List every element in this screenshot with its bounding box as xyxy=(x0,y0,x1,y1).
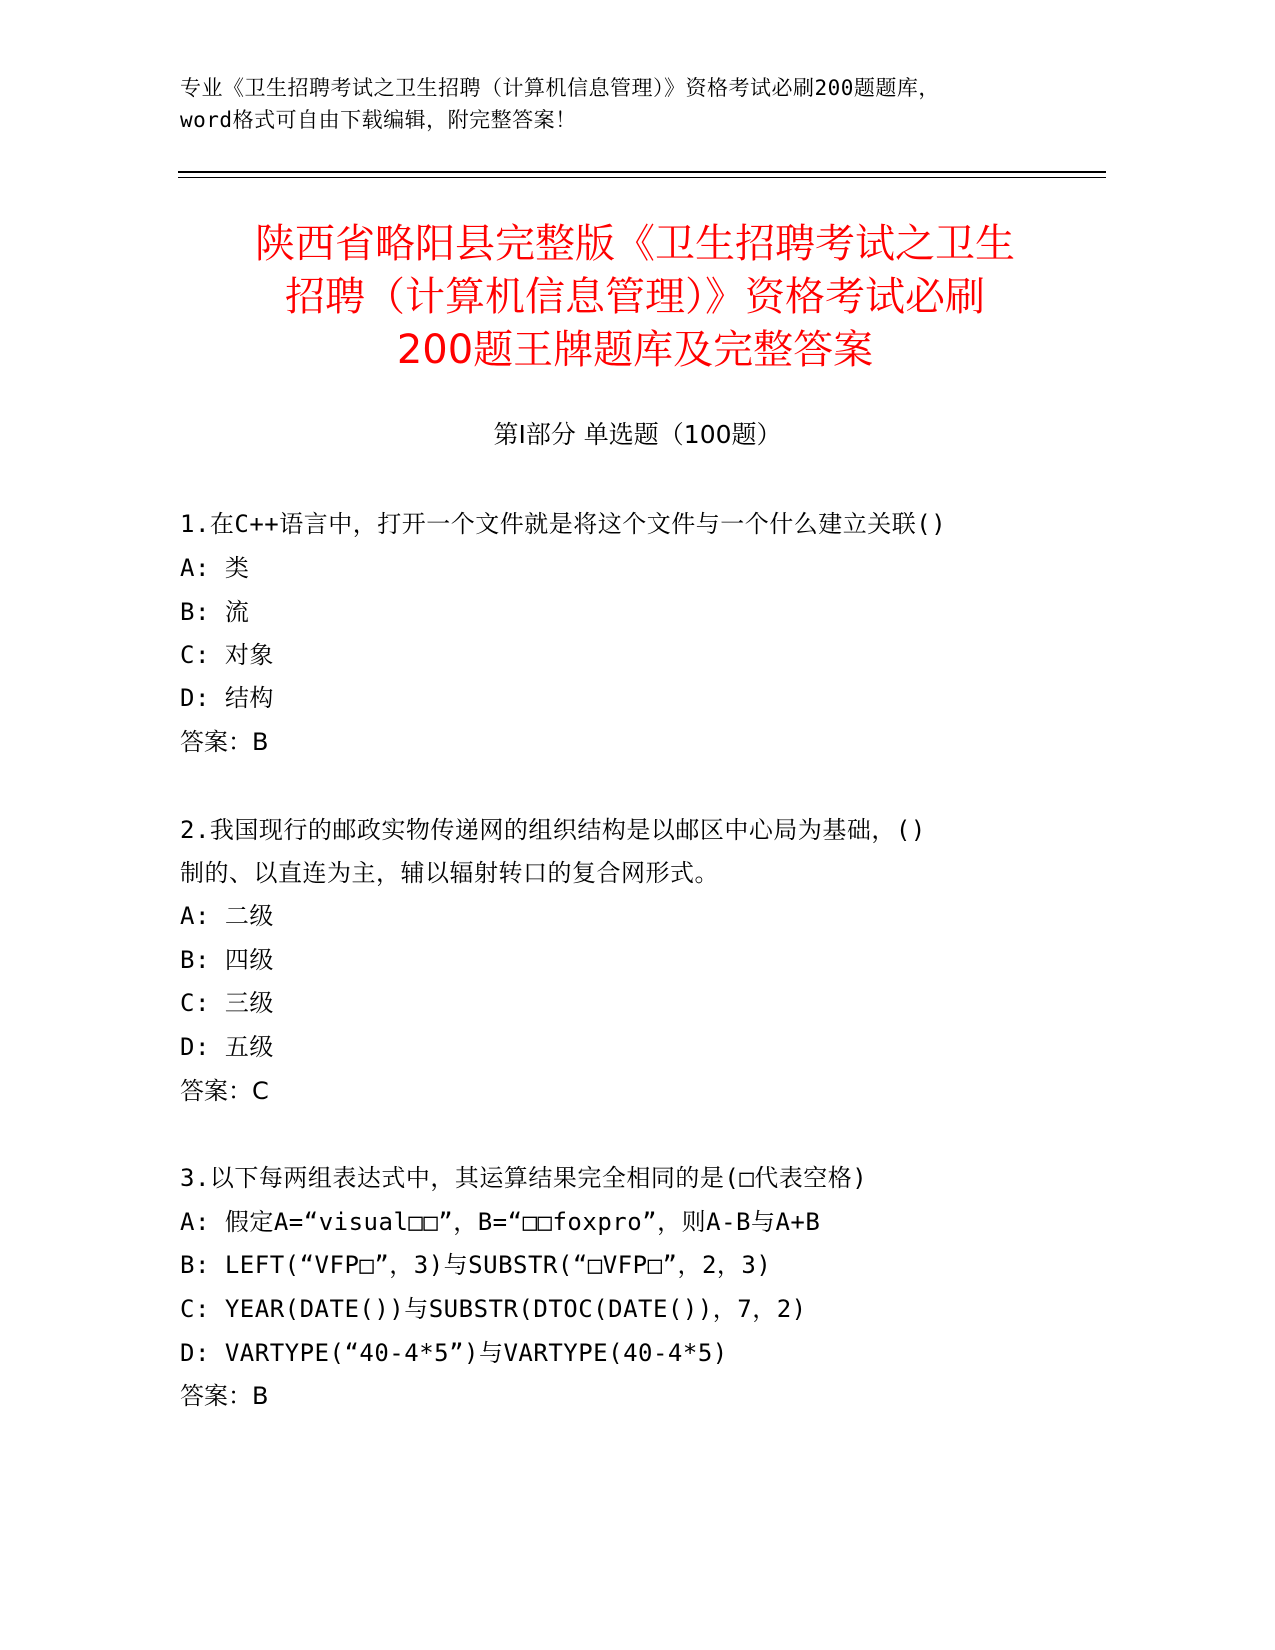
question-2-stem-line-1: 2.我国现行的邮政实物传递网的组织结构是以邮区中心局为基础，() xyxy=(180,816,926,844)
question-3-option-b: B: LEFT(“VFP□”，3)与SUBSTR(“□VFP□”，2，3) xyxy=(180,1251,772,1279)
question-3-option-d: D: VARTYPE(“40-4*5”)与VARTYPE(40-4*5) xyxy=(180,1339,728,1367)
header-line-2: word格式可自由下载编辑，附完整答案！ xyxy=(180,108,577,132)
question-2-option-b: B: 四级 xyxy=(180,946,274,974)
header-divider-thin xyxy=(178,177,1106,178)
question-1-stem: 1.在C++语言中，打开一个文件就是将这个文件与一个什么建立关联() xyxy=(180,510,947,538)
header-line-1: 专业《卫生招聘考试之卫生招聘（计算机信息管理）》资格考试必刷200题题库， xyxy=(180,76,940,100)
question-3-stem: 3.以下每两组表达式中，其运算结果完全相同的是(□代表空格) xyxy=(180,1164,868,1192)
question-2-option-d: D: 五级 xyxy=(180,1033,274,1061)
document-title xyxy=(130,218,1140,377)
section-title: 第Ⅰ部分 单选题（100题） xyxy=(493,420,782,449)
header-divider-thick xyxy=(178,171,1106,173)
title-line-2: 招聘（计算机信息管理）》资格考试必刷 xyxy=(285,274,985,320)
question-3-answer: 答案：B xyxy=(180,1382,269,1410)
question-2-option-a: A: 二级 xyxy=(180,902,274,930)
question-1-answer: 答案：B xyxy=(180,728,269,756)
question-1-option-c: C: 对象 xyxy=(180,641,274,669)
question-1-option-a: A: 类 xyxy=(180,554,250,582)
question-2-answer: 答案：C xyxy=(180,1077,269,1105)
question-2-stem-line-2: 制的、以直连为主，辅以辐射转口的复合网形式。 xyxy=(180,859,719,887)
title-line-3: 200题王牌题库及完整答案 xyxy=(396,327,874,373)
question-2-option-c: C: 三级 xyxy=(180,989,274,1017)
question-1-option-d: D: 结构 xyxy=(180,684,274,712)
header-text xyxy=(180,72,1100,136)
question-3-option-a: A: 假定A=“visual□□”，B=“□□foxpro”，则A-B与A+B xyxy=(180,1208,821,1236)
title-line-1: 陕西省略阳县完整版《卫生招聘考试之卫生 xyxy=(255,221,1015,267)
question-3-option-c: C: YEAR(DATE())与SUBSTR(DTOC(DATE())，7，2) xyxy=(180,1295,807,1323)
question-1-option-b: B: 流 xyxy=(180,598,250,626)
